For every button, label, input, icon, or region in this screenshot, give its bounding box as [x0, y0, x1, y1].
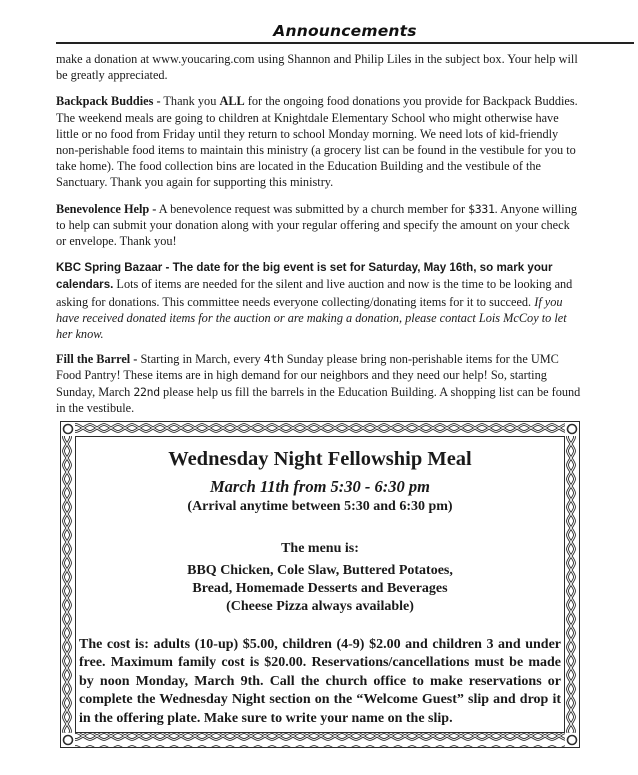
announcements-header [56, 22, 634, 46]
benevolence-text-1: A benevolence request was submitted by a church member for [156, 201, 469, 216]
meal-date: March 11th from 5:30 - 6:30 pm [209, 477, 430, 496]
benevolence-lead: Benevolence Help - [56, 201, 157, 216]
barrel-date-2: 22nd [133, 384, 160, 399]
backpack-all: ALL [219, 94, 245, 109]
meal-arrival: (Arrival anytime between 5:30 and 6:30 pm) [187, 499, 453, 514]
backpack-buddies-lead: Backpack Buddies - [56, 94, 161, 109]
donation-text: make a donation at www.youcaring.com using Shannon and Philip Liles in the subject box. Your help will be greatly appreciated. [56, 52, 578, 83]
backpack-text-1: Thank you [160, 94, 220, 109]
donation-paragraph [56, 51, 582, 83]
bazaar-italic: If you have received donated items for the auction or are making a donation, please contact Lois McCoy to let her know. [56, 294, 567, 342]
fill-the-barrel-lead: Fill the Barrel - [56, 352, 138, 367]
backpack-buddies-paragraph [56, 93, 582, 190]
fill-the-barrel-paragraph [56, 351, 582, 416]
menu-item: (Cheese Pizza always available) [226, 599, 414, 614]
meal-menu [76, 540, 564, 616]
fellowship-meal-box [76, 437, 564, 732]
menu-item: Bread, Homemade Desserts and Beverages [192, 581, 448, 596]
barrel-text-3: please help us fill the barrels in the Education Building. A shopping list can be found in the vestibule. [56, 384, 581, 415]
menu-heading: The menu is: [281, 541, 359, 556]
barrel-date-1: 4th [263, 352, 284, 367]
spring-bazaar-lead: KBC Spring Bazaar - The date for the big event is set for Saturday, May 16th, so mark your calendars. [56, 261, 553, 292]
meal-cost-details: The cost is: adults (10-up) $5.00, children (4-9) $2.00 and children 3 and under free. Maximum family cost is $20.00. Reservations/cancellations must be made by noon Monday, March 9th. Call the church office to make reservations or complete the Wednesday Night section on the “Welcome Guest” slip and drop it in the offering plate. Make sure to write your name on the slip. [79, 637, 561, 726]
header-rule [56, 42, 634, 44]
bazaar-text-1: Lots of items are needed for the silent and live auction and now is the time to be looking and asking for donations. This committee needs everyone collecting/donating items for it to succeed. [56, 277, 573, 309]
benevolence-paragraph [56, 201, 582, 250]
announcements-body [56, 51, 582, 426]
backpack-text-2: for the ongoing food donations you provide for Backpack Buddies. The weekend meals are going to children at Knightdale Elementary School who might otherwise have little or no food from Friday until they return to school Monday morning. We need lots of kid-friendly non-perishable food items to maintain this ministry (a grocery list can be found in the vestibule for you to take home). The food collection bins are located in the Education Building and the vestibule of the Sanctuary. Thank you again for supporting this ministry. [56, 94, 578, 190]
benevolence-amount: $331 [468, 201, 495, 216]
barrel-text-1: Starting in March, every [137, 352, 264, 367]
meal-title: Wednesday Night Fellowship Meal [168, 448, 472, 470]
barrel-text-2: Sunday please bring non-perishable items for the UMC Food Pantry! These items are in high demand for our neighbors and they need our help! So, starting Sunday, March [56, 352, 559, 399]
page-title: Announcements [273, 22, 417, 40]
benevolence-text-2: . Anyone willing to help can submit your donation along with your regular offering and specify the amount on your check or envelope. Thank you! [56, 201, 577, 249]
menu-item: BBQ Chicken, Cole Slaw, Buttered Potatoes, [187, 563, 453, 578]
spring-bazaar-paragraph [56, 259, 582, 342]
